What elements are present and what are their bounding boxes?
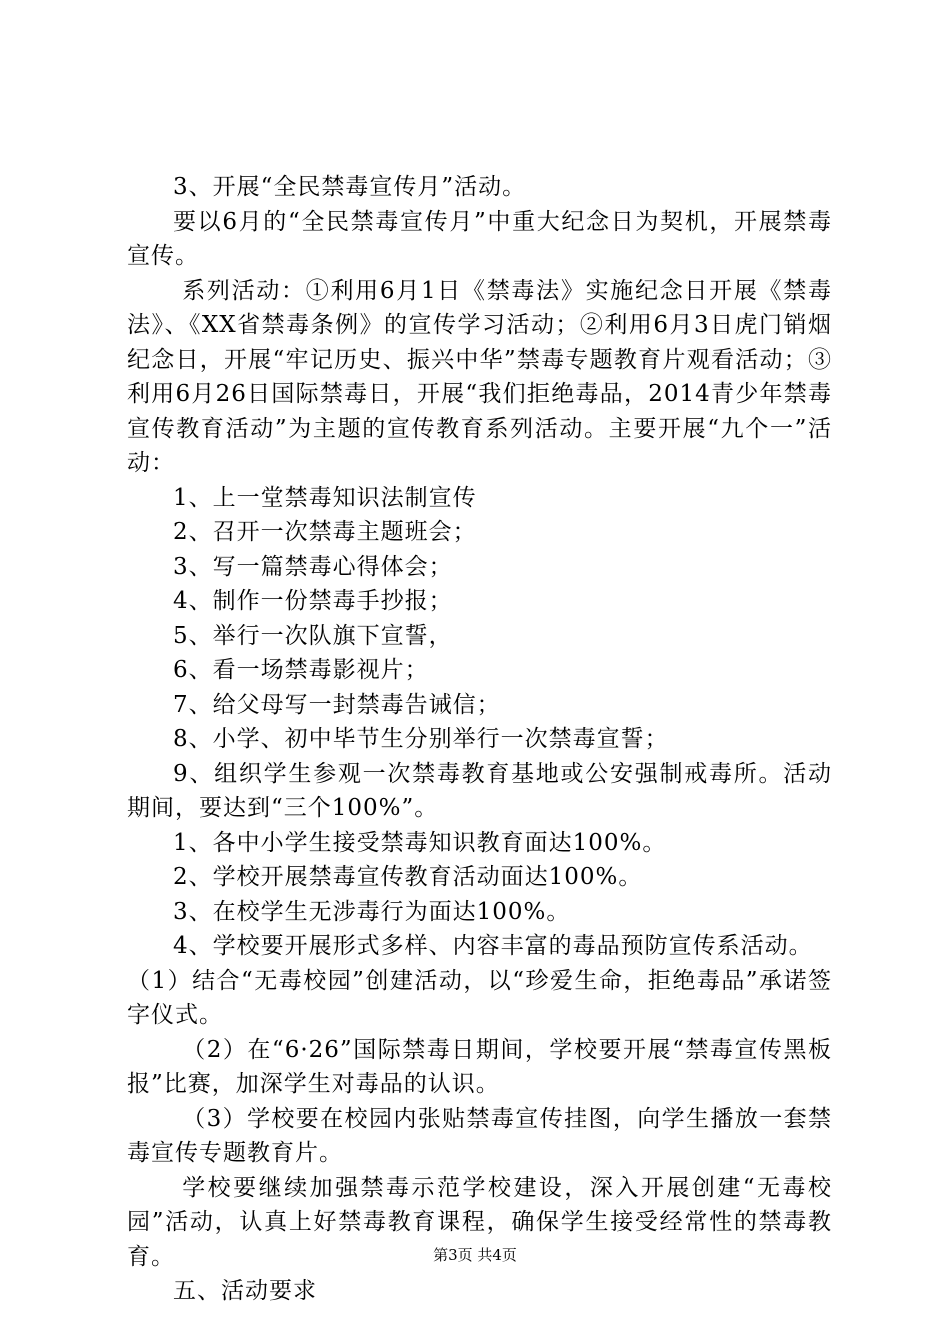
section-heading: 五、活动要求	[173, 1278, 317, 1304]
list-item: 4、制作一份禁毒手抄报；	[173, 588, 453, 614]
list-item: 9、组织学生参观一次禁毒教育基地或公安强制戒毒所。活动期间，要达到“三个100%”。	[127, 760, 832, 821]
paragraph: 3、开展“全民禁毒宣传月”活动。	[173, 174, 527, 200]
list-item: 3、在校学生无涉毒行为面达100%。	[173, 898, 571, 925]
paragraph: 要以6月的“全民禁毒宣传月”中重大纪念日为契机，开展禁毒宣传。	[127, 208, 832, 269]
list-item: 7、给父母写一封禁毒告诫信；	[173, 691, 501, 718]
list-item: 1、各中小学生接受禁毒知识教育面达100%。	[173, 829, 667, 856]
list-item: 5、举行一次队旗下宣誓，	[173, 622, 453, 649]
list-item: 2、学校开展禁毒宣传教育活动面达100%。	[173, 864, 643, 890]
list-item: 3、写一篇禁毒心得体会；	[173, 553, 453, 580]
paragraph: （3）学校要在校园内张贴禁毒宣传挂图，向学生播放一套禁毒宣传专题教育片。	[127, 1105, 832, 1166]
list-item: 8、小学、初中毕节生分别举行一次禁毒宣誓；	[173, 726, 669, 752]
list-item: 6、看一场禁毒影视片；	[173, 657, 429, 683]
page-footer: 第3页 共4页	[433, 1246, 517, 1264]
list-item: 4、学校要开展形式多样、内容丰富的毒品预防宣传系活动。	[173, 933, 813, 959]
list-item: 2、召开一次禁毒主题班会；	[173, 519, 477, 545]
paragraph: （1）结合“无毒校园”创建活动，以“珍爱生命，拒绝毒品”承诺签字仪式。	[127, 967, 832, 1028]
paragraph: 学校要继续加强禁毒示范学校建设，深入开展创建“无毒校园”活动，认真上好禁毒教育课程，确保学生接受经常性的禁毒教育。	[127, 1174, 832, 1270]
list-item: 1、上一堂禁毒知识法制宣传	[173, 484, 477, 511]
paragraph: （2）在“6·26”国际禁毒日期间，学校要开展“禁毒宣传黑板报”比赛，加深学生对毒品的认识。	[127, 1036, 832, 1097]
paragraph: 系列活动：①利用6月1日《禁毒法》实施纪念日开展《禁毒法》、《XX省禁毒条例》的宣传学习活动；②利用6月3日虎门销烟纪念日，开展“牢记历史、振兴中华”禁毒专题教育片观看活动；③利用6月26日国际禁毒日，开展“我们拒绝毒品，2014青少年禁毒宣传教育活动”为主题的宣传教育系列活动。主要开展“九个一”活动：	[127, 277, 832, 476]
document-body	[127, 170, 832, 1309]
